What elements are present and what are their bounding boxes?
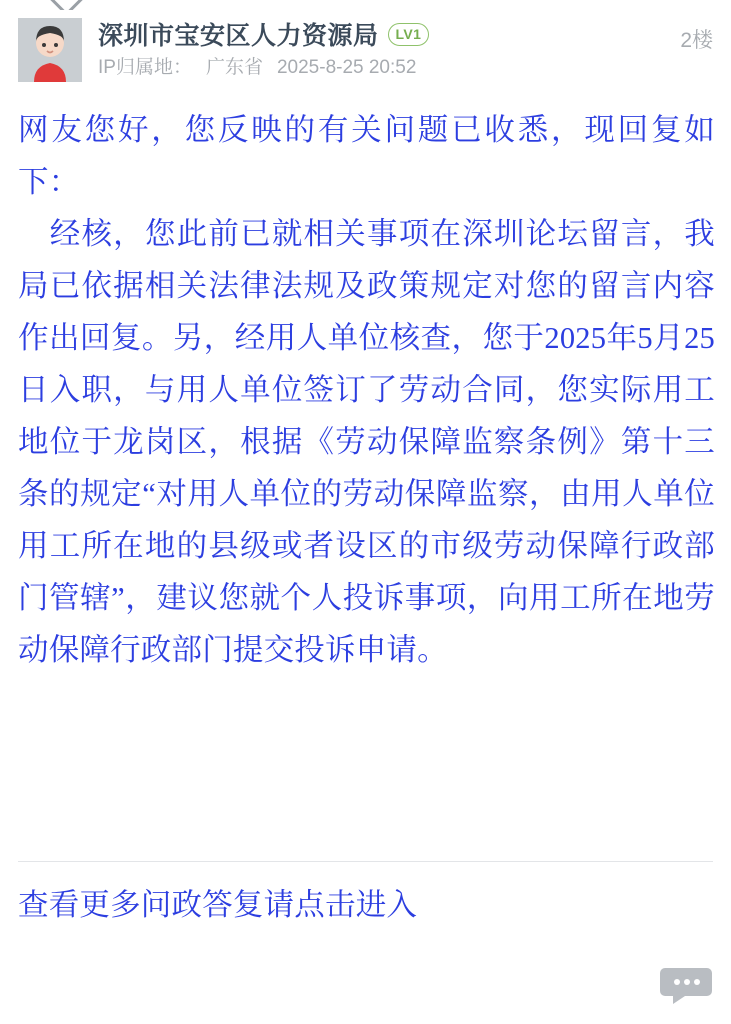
divider [18,861,713,862]
post-header [0,10,731,92]
post-timestamp: 2025-8-25 20:52 [276,57,417,78]
author-name[interactable]: 深圳市宝安区人力资源局 [98,22,379,50]
level-badge: LV1 [388,23,430,46]
previous-post-collapse-strip [0,0,731,10]
post-paragraph-1: 网友您好，您反映的有关问题已收悉，现回复如下： [18,113,715,199]
chevron-up-icon[interactable] [49,0,84,10]
comment-bubble-icon[interactable] [659,966,713,1006]
post-body [18,104,715,676]
avatar[interactable] [18,18,82,82]
author-row [98,16,429,52]
post-meta [98,52,416,79]
post-paragraph-2: 经核，您此前已就相关事项在深圳论坛留言，我局已依据相关法律法规及政策规定对您的留言内容作出回复。另，经用人单位核查，您于2025年5月25日入职，与用人单位签订了劳动合同，您实际用工地位于龙岗区，根据《劳动保障监察条例》第十三条的规定“对用人单位的劳动保障监察，由用人单位用工所在地的县级或者设区的市级劳动保障行政部门管辖”，建议您就个人投诉事项，向用工所在地劳动保障行政部门提交投诉申请。 [18,217,715,667]
more-replies-link[interactable]: 查看更多问政答复请点击进入 [18,888,418,922]
ip-location: 广东省 [205,57,263,78]
ip-label: IP归属地： [98,57,192,78]
floor-number: 2楼 [680,29,713,52]
